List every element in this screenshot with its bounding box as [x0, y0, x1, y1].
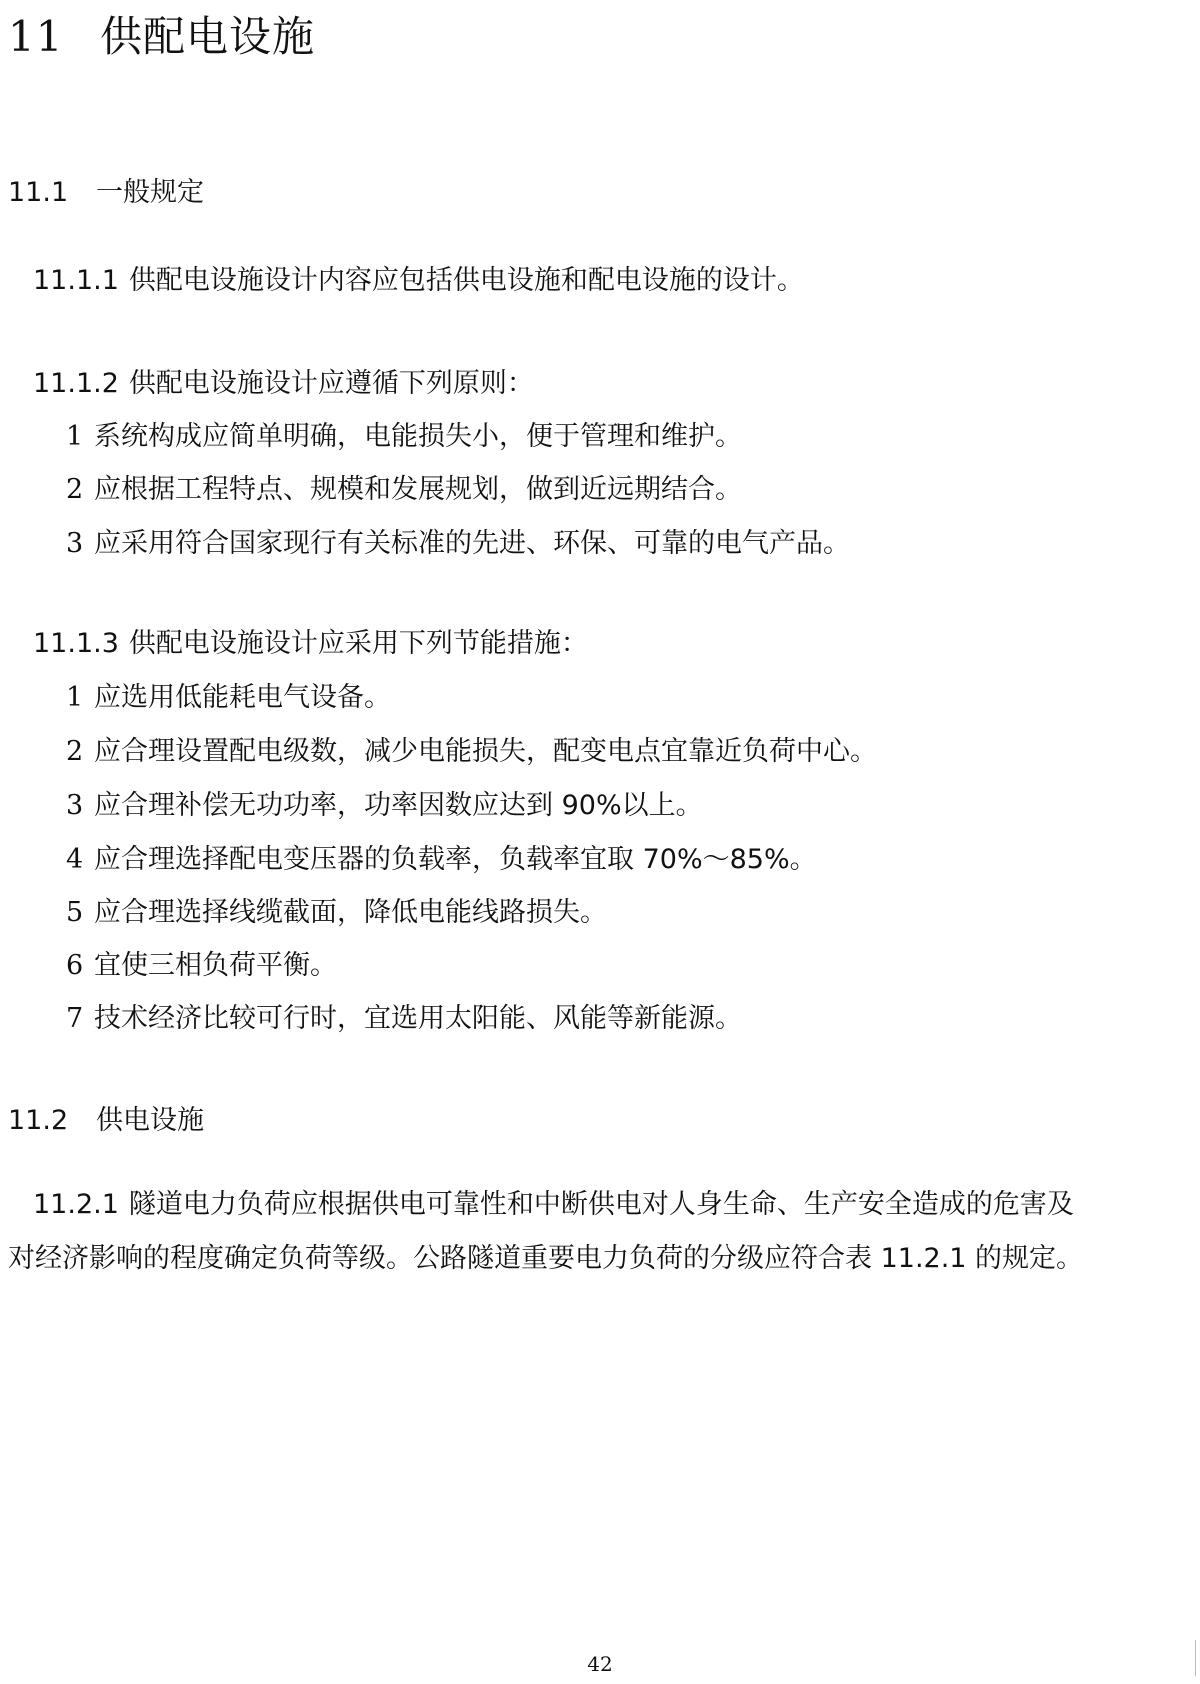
- item-text: 应根据工程特点、规模和发展规划，做到近远期结合。: [94, 474, 742, 505]
- clause-11-1-3: [33, 621, 588, 660]
- page-edge-line: [1195, 1640, 1196, 1676]
- list-item: [66, 996, 742, 1035]
- list-item: [66, 783, 703, 822]
- clause-11-1-2: [33, 361, 534, 400]
- item-text: 应合理选择配电变压器的负载率，负载率宜取 70%～85%。: [94, 844, 817, 875]
- item-number: 3: [66, 528, 84, 559]
- list-item: [66, 675, 391, 714]
- item-text: 应选用低能耗电气设备。: [94, 682, 391, 713]
- item-number: 1: [66, 421, 84, 452]
- item-text: 系统构成应简单明确，电能损失小，便于管理和维护。: [94, 421, 742, 452]
- section-heading-11-1: [8, 170, 204, 209]
- list-item: [66, 467, 742, 506]
- item-number: 4: [66, 844, 84, 875]
- item-text: 应合理设置配电级数，减少电能损失，配变电点宜靠近负荷中心。: [94, 736, 877, 767]
- section-number: 11.1: [8, 177, 69, 208]
- clause-text: 供配电设施设计应遵循下列原则：: [128, 368, 534, 399]
- item-text: 技术经济比较可行时，宜选用太阳能、风能等新能源。: [94, 1003, 742, 1034]
- clause-11-2-1-continuation: [8, 1236, 1083, 1275]
- item-text: 应合理选择线缆截面，降低电能线路损失。: [94, 897, 607, 928]
- list-item: [66, 943, 337, 982]
- item-number: 6: [66, 950, 84, 981]
- list-item: [66, 837, 817, 876]
- clause-number: 11.1.1: [33, 265, 119, 296]
- item-number: 2: [66, 736, 84, 767]
- item-text: 应合理补偿无功功率，功率因数应达到 90%以上。: [94, 790, 703, 821]
- list-item: [66, 890, 607, 929]
- item-number: 7: [66, 1003, 84, 1034]
- chapter-heading: [8, 4, 315, 64]
- clause-text: 供配电设施设计应采用下列节能措施：: [128, 628, 588, 659]
- page-number: 42: [587, 1652, 613, 1676]
- clause-text-line1: 隧道电力负荷应根据供电可靠性和中断供电对人身生命、生产安全造成的危害及: [128, 1189, 1074, 1220]
- item-text: 应采用符合国家现行有关标准的先进、环保、可靠的电气产品。: [94, 528, 850, 559]
- section-title: 供电设施: [96, 1105, 204, 1136]
- section-heading-11-2: [8, 1098, 204, 1137]
- item-text: 宜使三相负荷平衡。: [94, 950, 337, 981]
- list-item: [66, 521, 850, 560]
- section-title: 一般规定: [96, 177, 204, 208]
- item-number: 5: [66, 897, 84, 928]
- item-number: 1: [66, 682, 84, 713]
- chapter-title: 供配电设施: [100, 12, 316, 61]
- clause-text-line2: 对经济影响的程度确定负荷等级。公路隧道重要电力负荷的分级应符合表 11.2.1 的规定。: [8, 1243, 1084, 1274]
- item-number: 2: [66, 474, 84, 505]
- clause-number: 11.1.2: [33, 368, 119, 399]
- chapter-number: 11: [8, 12, 64, 61]
- clause-11-1-1: [33, 258, 804, 297]
- item-number: 3: [66, 790, 84, 821]
- section-number: 11.2: [8, 1105, 69, 1136]
- clause-11-2-1: [33, 1182, 1074, 1221]
- clause-number: 11.1.3: [33, 628, 119, 659]
- clause-number: 11.2.1: [33, 1189, 119, 1220]
- list-item: [66, 729, 877, 768]
- clause-text: 供配电设施设计内容应包括供电设施和配电设施的设计。: [128, 265, 804, 296]
- list-item: [66, 414, 742, 453]
